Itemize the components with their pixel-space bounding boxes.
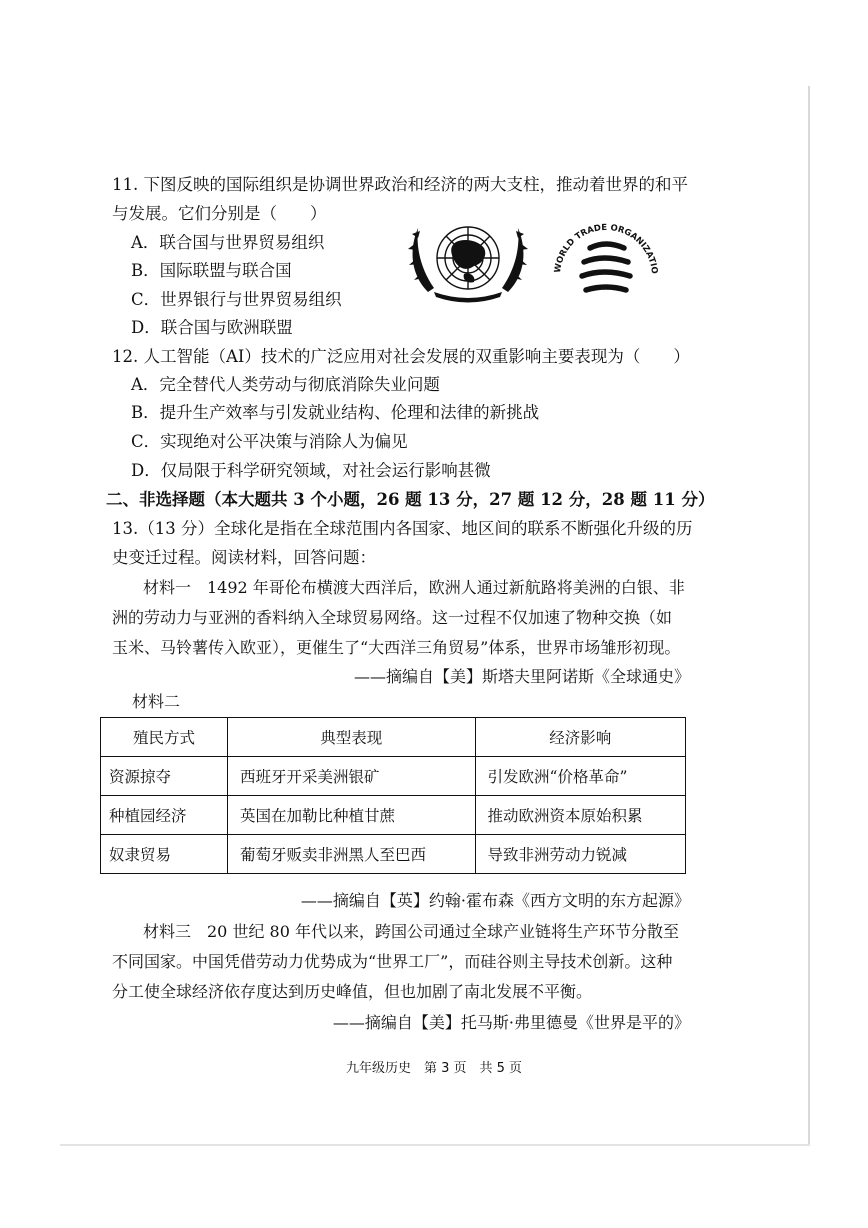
table-cell: 推动欧洲资本原始积累: [475, 796, 685, 835]
material1-line1: 材料一 1492 年哥伦布横渡大西洋后，欧洲人通过新航路将美洲的白银、非: [143, 578, 685, 597]
q11-option-c: C．世界银行与世界贸易组织: [131, 290, 342, 309]
q12-option-d: D．仅局限于科学研究领域，对社会运行影响甚微: [131, 461, 491, 480]
table-row: [101, 757, 686, 796]
un-emblem-icon: [404, 212, 532, 308]
q12-stem: 12. 人工智能（AI）技术的广泛应用对社会发展的双重影响主要表现为（ ）: [112, 347, 690, 366]
wto-logo-icon: [546, 204, 664, 312]
table-header-cell: 殖民方式: [101, 718, 228, 757]
table-cell: 种植园经济: [101, 796, 228, 835]
material1-line2: 洲的劳动力与亚洲的香料纳入全球贸易网络。这一过程不仅加速了物种交换（如: [112, 608, 673, 627]
q13-stem-line2: 史变迁过程。阅读材料，回答问题：: [112, 548, 376, 567]
section2-heading: 二、非选择题（本大题共 3 个小题，26 题 13 分，27 题 12 分，28 题 11 分）: [106, 490, 715, 509]
material3-line1: 材料三 20 世纪 80 年代以来，跨国公司通过全球产业链将生产环节分散至: [143, 922, 679, 941]
table-header-cell: 典型表现: [228, 718, 476, 757]
table-header-row: [101, 718, 686, 757]
q13-stem-line1: 13.（13 分）全球化是指在全球范围内各国家、地区间的联系不断强化升级的历: [112, 519, 693, 538]
material3-source: ——摘编自【美】托马斯·弗里德曼《世界是平的》: [332, 1013, 690, 1032]
table-cell: 葡萄牙贩卖非洲黑人至巴西: [228, 835, 476, 874]
material1-source: ——摘编自【美】斯塔夫里阿诺斯《全球通史》: [353, 667, 690, 686]
table-row: [101, 835, 686, 874]
table-cell: 英国在加勒比种植甘蔗: [228, 796, 476, 835]
wto-logo-text: WORLD TRADE ORGANIZATIO: [552, 222, 660, 275]
table-cell: 导致非洲劳动力锐减: [475, 835, 685, 874]
q11-option-d: D．联合国与欧洲联盟: [131, 318, 293, 337]
table-cell: 奴隶贸易: [101, 835, 228, 874]
material2-label: 材料二: [132, 692, 181, 711]
q11-option-b: B．国际联盟与联合国: [131, 261, 292, 280]
material2-source: ——摘编自【英】约翰·霍布森《西方文明的东方起源》: [300, 891, 690, 910]
table-cell: 资源掠夺: [101, 757, 228, 796]
table-row: [101, 796, 686, 835]
table-cell: 西班牙开采美洲银矿: [228, 757, 476, 796]
q12-option-a: A．完全替代人类劳动与彻底消除失业问题: [131, 375, 440, 394]
table-cell: 引发欧洲“价格革命”: [475, 757, 685, 796]
page-edge-bottom: [60, 1144, 810, 1146]
material1-line3: 玉米、马铃薯传入欧亚），更催生了“大西洋三角贸易”体系，世界市场雏形初现。: [112, 638, 681, 657]
material2-table: [100, 717, 686, 874]
q11-option-a: A．联合国与世界贸易组织: [131, 233, 325, 252]
table-header-cell: 经济影响: [475, 718, 685, 757]
q12-option-b: B．提升生产效率与引发就业结构、伦理和法律的新挑战: [131, 403, 540, 422]
svg-text:WORLD TRADE ORGANIZATION: [546, 204, 659, 274]
q11-stem-line2: 与发展。它们分别是（ ）: [112, 204, 327, 223]
material3-line2: 不同国家。中国凭借劳动力优势成为“世界工厂”，而硅谷则主导技术创新。这种: [112, 952, 673, 971]
q12-option-c: C．实现绝对公平决策与消除人为偏见: [131, 432, 408, 451]
page-edge-right: [808, 86, 810, 1146]
material3-line3: 分工使全球经济依存度达到历史峰值，但也加剧了南北发展不平衡。: [112, 982, 593, 1001]
page-footer: 九年级历史 第 3 页 共 5 页: [345, 1061, 523, 1076]
q11-stem-line1: 11. 下图反映的国际组织是协调世界政治和经济的两大支柱，推动着世界的和平: [112, 175, 688, 194]
